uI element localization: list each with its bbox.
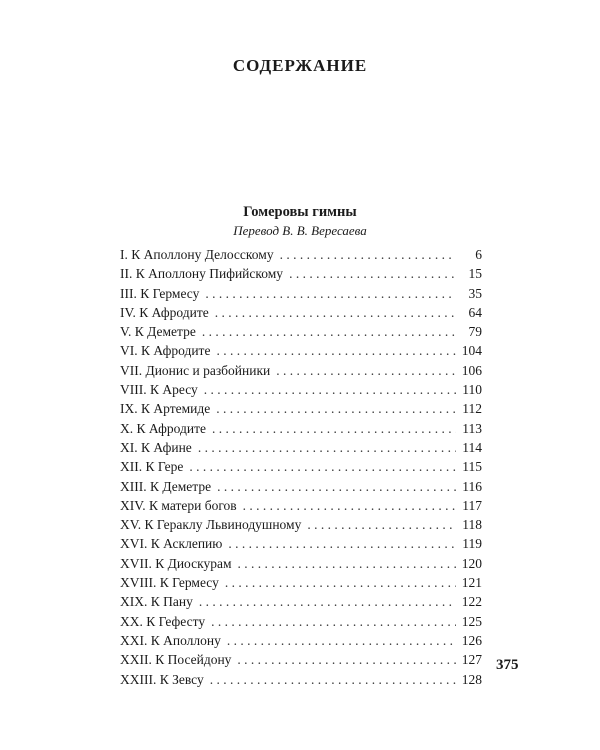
toc-entry[interactable] bbox=[120, 670, 482, 689]
toc-leader-dots bbox=[198, 438, 456, 457]
toc-leader-dots bbox=[280, 245, 456, 264]
toc-entry-label: XIX. К Пану bbox=[120, 594, 193, 610]
toc-entry-label: XV. К Гераклу Львинодушному bbox=[120, 517, 302, 533]
toc-leader-dots bbox=[216, 399, 456, 418]
toc-leader-dots bbox=[212, 419, 456, 438]
toc-entry-page: 106 bbox=[461, 362, 482, 378]
toc-entry-label: XXII. К Посейдону bbox=[120, 652, 232, 668]
toc-entry[interactable] bbox=[120, 380, 482, 399]
toc-entry-label: VI. К Афродите bbox=[120, 343, 211, 359]
toc-leader-dots bbox=[238, 554, 456, 573]
toc-entry[interactable] bbox=[120, 245, 482, 264]
toc-entry-label: IX. К Артемиде bbox=[120, 401, 211, 417]
toc-entry-page: 116 bbox=[462, 478, 482, 494]
toc-leader-dots bbox=[307, 515, 456, 534]
toc-entry-label: IV. К Афродите bbox=[120, 304, 209, 320]
toc-leader-dots bbox=[202, 322, 456, 341]
toc-entry-label: III. К Гермесу bbox=[120, 285, 200, 301]
toc-entry-label: XIII. К Деметре bbox=[120, 478, 212, 494]
toc-entry[interactable] bbox=[120, 477, 482, 496]
toc-entry-label: XVII. К Диоскурам bbox=[120, 555, 232, 571]
toc-entry-label: VII. Дионис и разбойники bbox=[120, 362, 271, 378]
toc-entry[interactable] bbox=[120, 361, 482, 380]
toc-entry-label: XI. К Афине bbox=[120, 439, 192, 455]
toc-entry[interactable] bbox=[120, 322, 482, 341]
page-number: 375 bbox=[496, 657, 519, 673]
toc-entry-label: V. К Деметре bbox=[120, 324, 196, 340]
toc-entry-page: 118 bbox=[462, 517, 482, 533]
toc-leader-dots bbox=[243, 496, 456, 515]
toc-entry[interactable] bbox=[120, 554, 482, 573]
toc-entry[interactable] bbox=[120, 419, 482, 438]
toc-entry[interactable] bbox=[120, 341, 482, 360]
toc-entry-page: 114 bbox=[462, 439, 482, 455]
toc-entry-label: XVI. К Асклепию bbox=[120, 536, 223, 552]
toc-entry[interactable] bbox=[120, 438, 482, 457]
toc-entry-page: 125 bbox=[461, 613, 482, 629]
toc-entry[interactable] bbox=[120, 303, 482, 322]
toc-entry-label: I. К Аполлону Делосскому bbox=[120, 247, 274, 262]
toc-leader-dots bbox=[199, 592, 456, 611]
toc-entry-page: 110 bbox=[462, 382, 482, 398]
toc-leader-dots bbox=[189, 457, 456, 476]
toc-entry-page: 121 bbox=[461, 575, 482, 591]
toc-leader-dots bbox=[228, 534, 456, 553]
toc-entry-page: 79 bbox=[468, 324, 482, 340]
page-title: СОДЕРЖАНИЕ bbox=[232, 56, 368, 75]
toc-entry[interactable] bbox=[120, 515, 482, 534]
toc-entry[interactable] bbox=[120, 592, 482, 611]
toc-leader-dots bbox=[210, 670, 456, 689]
table-of-contents bbox=[120, 245, 482, 689]
toc-entry[interactable] bbox=[120, 631, 482, 650]
toc-entry-page: 119 bbox=[462, 536, 482, 552]
toc-entry-page: 117 bbox=[462, 497, 482, 513]
toc-entry-page: 112 bbox=[462, 401, 482, 417]
toc-entry-label: VIII. К Аресу bbox=[120, 382, 198, 398]
toc-leader-dots bbox=[276, 361, 456, 380]
toc-entry[interactable] bbox=[120, 496, 482, 515]
toc-entry-page: 128 bbox=[461, 671, 482, 687]
toc-leader-dots bbox=[216, 341, 455, 360]
toc-entry-label: II. К Аполлону Пифийскому bbox=[120, 266, 284, 282]
toc-entry[interactable] bbox=[120, 650, 482, 669]
toc-entry-page: 64 bbox=[468, 304, 482, 320]
toc-entry-label: X. К Афродите bbox=[120, 420, 206, 436]
toc-entry-page: 126 bbox=[461, 632, 482, 648]
toc-leader-dots bbox=[227, 631, 456, 650]
toc-entry-label: XXIII. К Зевсу bbox=[120, 671, 204, 687]
section-subtitle: Перевод В. В. Вересаева bbox=[233, 223, 367, 238]
toc-entry[interactable] bbox=[120, 573, 482, 592]
toc-leader-dots bbox=[215, 303, 456, 322]
toc-entry[interactable] bbox=[120, 612, 482, 631]
toc-entry-label: XX. К Гефесту bbox=[120, 613, 206, 629]
toc-entry[interactable] bbox=[120, 457, 482, 476]
toc-leader-dots bbox=[225, 573, 456, 592]
toc-entry-label: XIV. К матери богов bbox=[120, 497, 237, 513]
toc-entry[interactable] bbox=[120, 399, 482, 418]
toc-leader-dots bbox=[289, 264, 456, 283]
toc-entry[interactable] bbox=[120, 264, 482, 283]
section-title: Гомеровы гимны bbox=[243, 204, 357, 220]
toc-leader-dots bbox=[217, 477, 456, 496]
toc-entry[interactable] bbox=[120, 284, 482, 303]
toc-entry-label: XII. К Гере bbox=[120, 459, 184, 475]
toc-entry-page: 15 bbox=[468, 266, 482, 282]
toc-entry-label: XVIII. К Гермесу bbox=[120, 575, 219, 591]
toc-entry-page: 115 bbox=[462, 459, 482, 475]
toc-entry-label: XXI. К Аполлону bbox=[120, 632, 221, 648]
toc-leader-dots bbox=[211, 612, 456, 631]
toc-entry-page: 122 bbox=[461, 594, 482, 610]
toc-entry-page: 6 bbox=[475, 247, 482, 262]
toc-entry-page: 127 bbox=[461, 652, 482, 668]
toc-leader-dots bbox=[205, 284, 456, 303]
toc-entry-page: 120 bbox=[461, 555, 482, 571]
toc-entry[interactable] bbox=[120, 534, 482, 553]
toc-leader-dots bbox=[237, 650, 455, 669]
toc-leader-dots bbox=[204, 380, 456, 399]
toc-entry-page: 104 bbox=[461, 343, 482, 359]
toc-entry-page: 113 bbox=[462, 420, 482, 436]
toc-entry-page: 35 bbox=[468, 285, 482, 301]
